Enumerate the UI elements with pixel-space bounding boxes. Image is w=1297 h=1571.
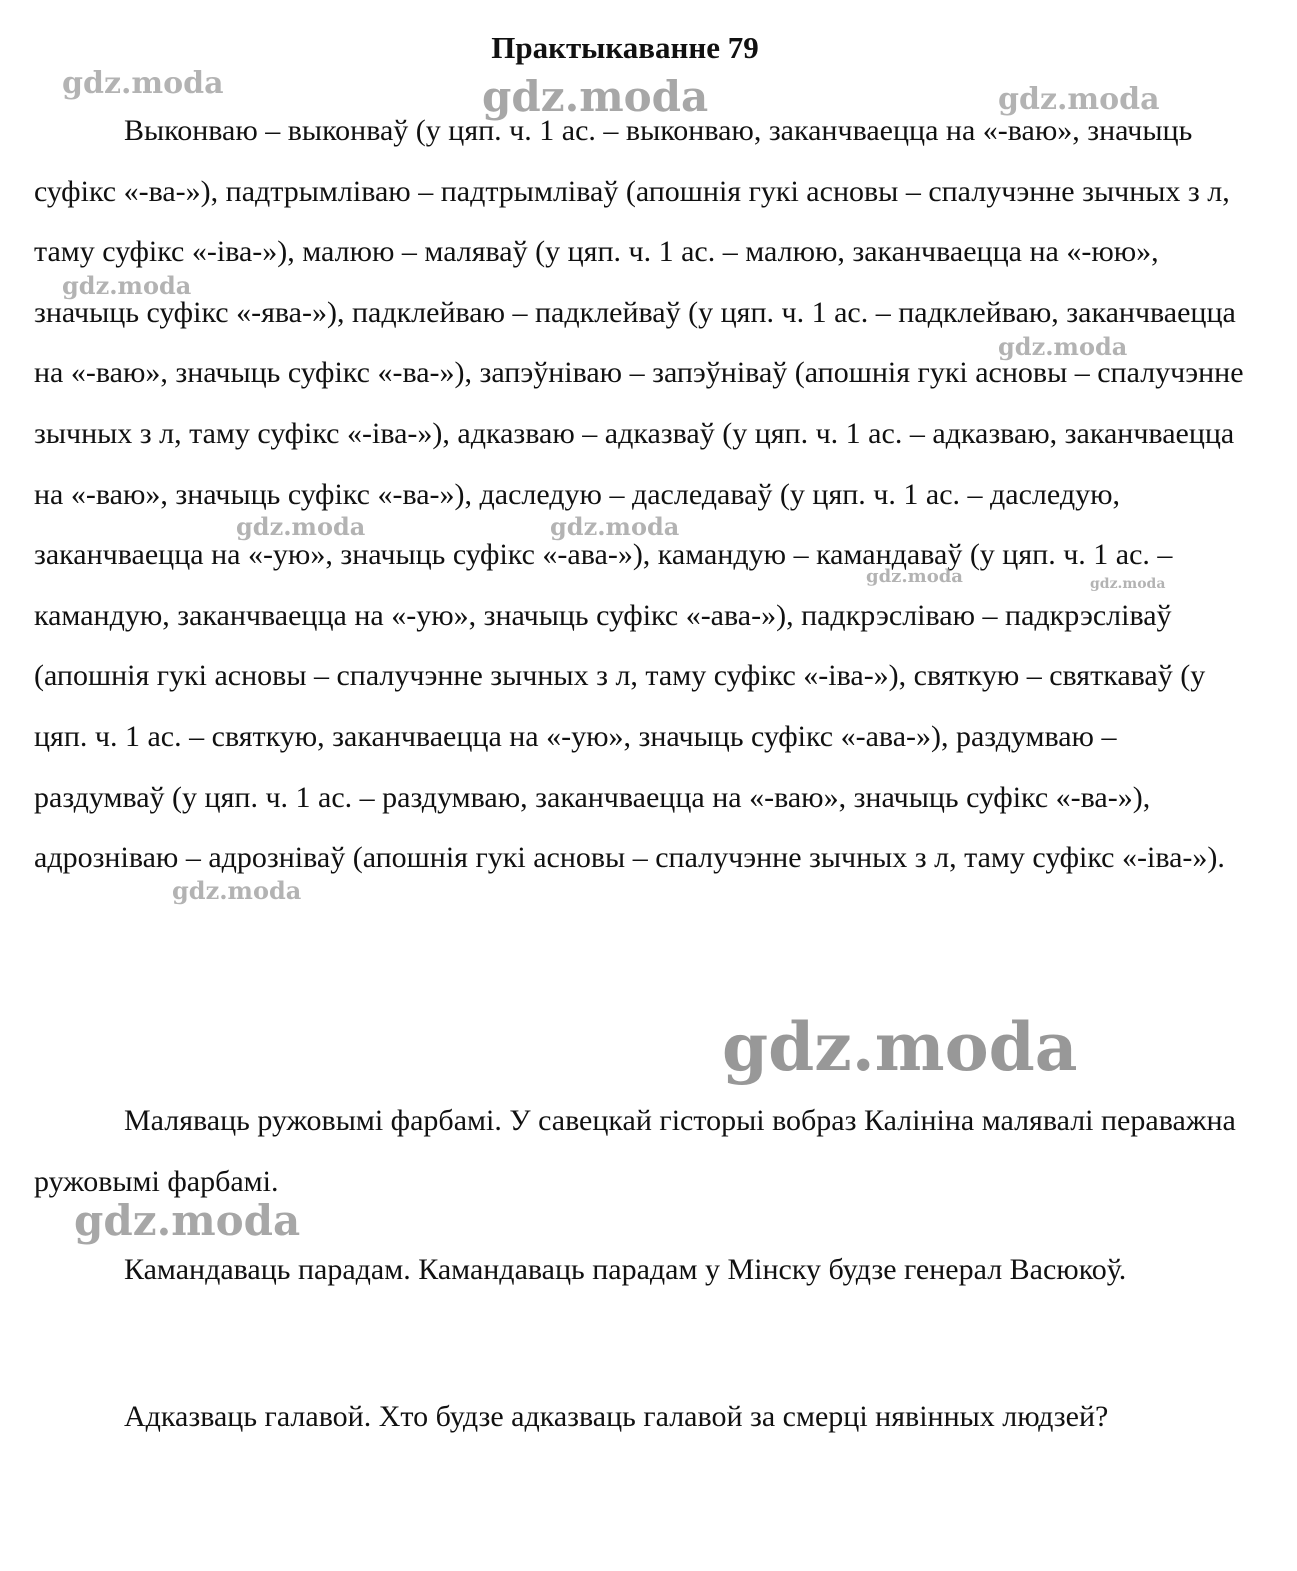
watermark: gdz.moda xyxy=(62,271,192,300)
watermark: gdz.moda xyxy=(482,72,709,121)
watermark: gdz.moda xyxy=(172,876,302,905)
watermark: gdz.moda xyxy=(236,512,366,541)
watermark: gdz.moda xyxy=(998,82,1160,117)
paragraph-example-1: Маляваць ружовымі фарбамі. У савецкай гісторыі вобраз Калініна малявалі пераважна ружовымі фарбамі. xyxy=(34,1104,1236,1198)
watermark: gdz.moda xyxy=(74,1196,301,1245)
watermark: gdz.moda xyxy=(866,566,963,587)
watermark: gdz.moda xyxy=(998,332,1128,361)
watermark: gdz.moda xyxy=(62,66,224,101)
paragraph-example-3: Адказваць галавой. Хто будзе адказваць галавой за смерці нявінных людзей? xyxy=(124,1400,1109,1433)
exercise-title: Практыкаванне 79 xyxy=(491,30,759,65)
watermark: gdz.moda xyxy=(550,512,680,541)
paragraph-example-2: Камандаваць парадам. Камандаваць парадам у Мінску будзе генерал Васюкоў. xyxy=(124,1253,1127,1286)
watermark: gdz.moda xyxy=(1090,576,1166,592)
watermark: gdz.moda xyxy=(722,1008,1078,1086)
paragraph-answer: Выконваю – выконваў (у цяп. ч. 1 ас. – выконваю, заканчваецца на «-ваю», значыць суфікс «-ва-»), падтрымліваю – падтрымліваў (апошнія гукі асновы – спалучэнне зычных з л, таму суфікс «-іва-»), малюю – маляваў (у цяп. ч. 1 ас. – малюю, заканчваецца на «-юю», значыць суфікс «-ява-»), падклейваю – падклейваў (у цяп. ч. 1 ас. – падклейваю, заканчваецца на «-ваю», значыць суфікс «-ва-»), запэўніваю – запэўніваў (апошнія гукі асновы – спалучэнне зычных з л, таму суфікс «-іва-»), адказваю – адказваў (у цяп. ч. 1 ас. – адказваю, заканчваецца на «-ваю», значыць суфікс «-ва-»), даследую – даследаваў (у цяп. ч. 1 ас. – даследую, заканчваецца на «-ую», значыць суфікс «-ава-»), камандую – камандаваў (у цяп. ч. 1 ас. – камандую, заканчваецца на «-ую», значыць суфікс «-ава-»), падкрэсліваю – падкрэсліваў (апошнія гукі асновы – спалучэнне зычных з л, таму суфікс «-іва-»), святкую – святкаваў (у цяп. ч. 1 ас. – святкую, заканчваецца на «-ую», значыць суфікс «-ава-»), раздумваю – раздумваў (у цяп. ч. 1 ас. – раздумваю, заканчваецца на «-ваю», значыць суфікс «-ва-»), адрозніваю – адрозніваў (апошнія гукі асновы – спалучэнне зычных з л, таму суфікс «-іва-»). xyxy=(34,114,1244,875)
